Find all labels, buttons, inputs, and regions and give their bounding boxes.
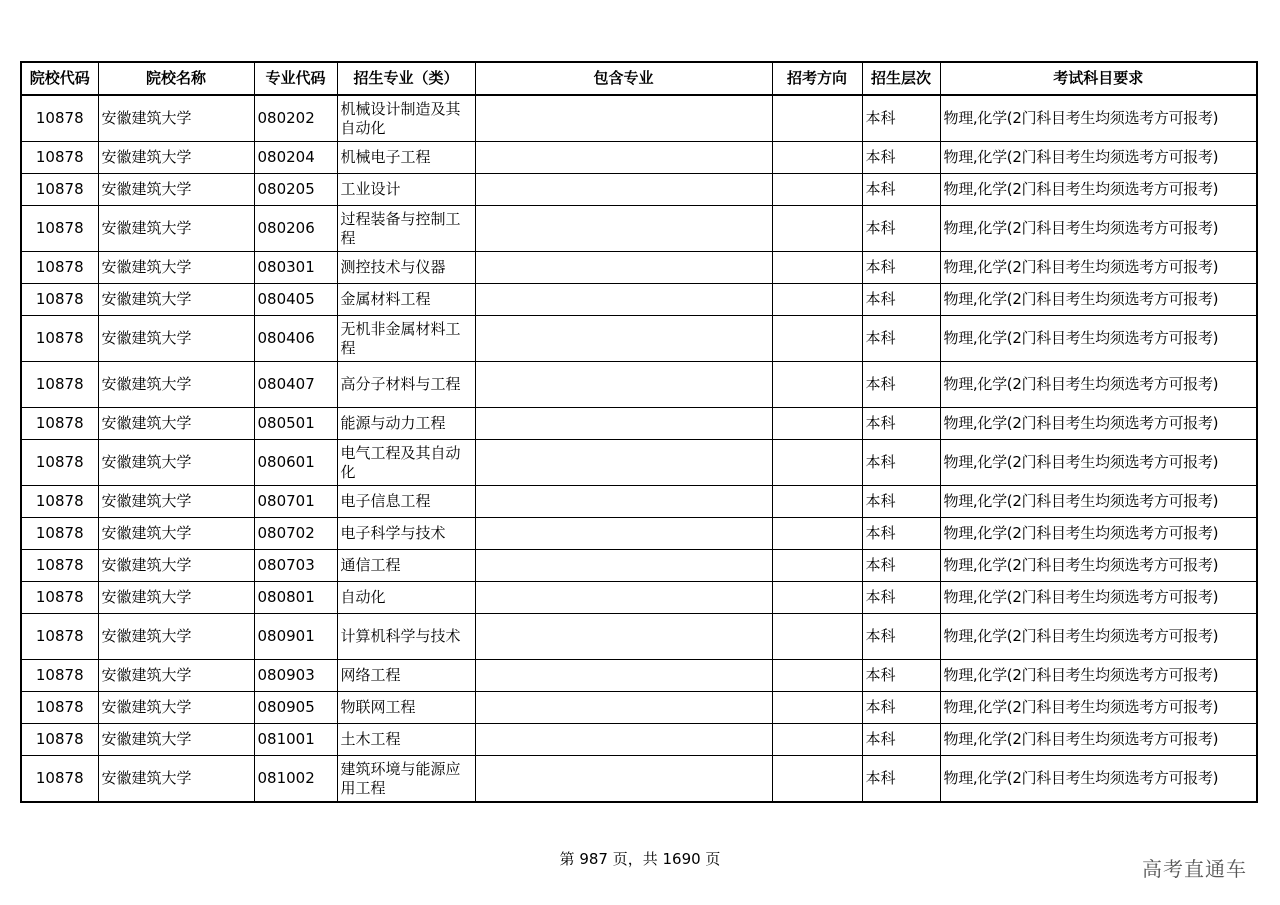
cell-major-code: 081002	[254, 756, 337, 803]
cell-direction	[772, 518, 862, 550]
cell-requirement: 物理,化学(2门科目考生均须选考方可报考)	[940, 550, 1257, 582]
cell-direction	[772, 252, 862, 284]
cell-major-code: 081001	[254, 724, 337, 756]
cell-school-code: 10878	[21, 142, 98, 174]
cell-major: 金属材料工程	[337, 284, 475, 316]
cell-included-majors	[475, 724, 772, 756]
cell-requirement: 物理,化学(2门科目考生均须选考方可报考)	[940, 284, 1257, 316]
cell-included-majors	[475, 95, 772, 142]
page-number: 第 987 页，共 1690 页	[559, 850, 721, 868]
cell-level: 本科	[862, 206, 940, 252]
table-row	[21, 95, 1257, 142]
table-body	[21, 95, 1257, 802]
cell-major-code: 080702	[254, 518, 337, 550]
header-level: 招生层次	[862, 62, 940, 95]
cell-school-name: 安徽建筑大学	[98, 724, 254, 756]
cell-direction	[772, 614, 862, 660]
cell-school-name: 安徽建筑大学	[98, 95, 254, 142]
table-row	[21, 252, 1257, 284]
cell-major-code: 080703	[254, 550, 337, 582]
cell-major-code: 080301	[254, 252, 337, 284]
cell-school-name: 安徽建筑大学	[98, 206, 254, 252]
table-row	[21, 692, 1257, 724]
cell-major: 电子信息工程	[337, 486, 475, 518]
cell-school-name: 安徽建筑大学	[98, 408, 254, 440]
cell-school-code: 10878	[21, 252, 98, 284]
cell-major-code: 080204	[254, 142, 337, 174]
cell-requirement: 物理,化学(2门科目考生均须选考方可报考)	[940, 486, 1257, 518]
cell-school-code: 10878	[21, 660, 98, 692]
cell-level: 本科	[862, 440, 940, 486]
cell-school-name: 安徽建筑大学	[98, 614, 254, 660]
cell-requirement: 物理,化学(2门科目考生均须选考方可报考)	[940, 582, 1257, 614]
cell-major: 测控技术与仪器	[337, 252, 475, 284]
cell-level: 本科	[862, 284, 940, 316]
cell-requirement: 物理,化学(2门科目考生均须选考方可报考)	[940, 756, 1257, 803]
cell-school-name: 安徽建筑大学	[98, 518, 254, 550]
cell-included-majors	[475, 582, 772, 614]
cell-major-code: 080405	[254, 284, 337, 316]
cell-requirement: 物理,化学(2门科目考生均须选考方可报考)	[940, 692, 1257, 724]
cell-school-name: 安徽建筑大学	[98, 660, 254, 692]
cell-level: 本科	[862, 362, 940, 408]
cell-requirement: 物理,化学(2门科目考生均须选考方可报考)	[940, 316, 1257, 362]
cell-major: 建筑环境与能源应用工程	[337, 756, 475, 803]
cell-direction	[772, 486, 862, 518]
cell-major-code: 080701	[254, 486, 337, 518]
cell-major: 网络工程	[337, 660, 475, 692]
cell-school-name: 安徽建筑大学	[98, 582, 254, 614]
cell-school-code: 10878	[21, 518, 98, 550]
table-row	[21, 408, 1257, 440]
cell-direction	[772, 660, 862, 692]
cell-school-name: 安徽建筑大学	[98, 252, 254, 284]
table-row	[21, 316, 1257, 362]
cell-major: 计算机科学与技术	[337, 614, 475, 660]
table-row	[21, 724, 1257, 756]
cell-school-code: 10878	[21, 174, 98, 206]
table-row	[21, 756, 1257, 803]
cell-major: 土木工程	[337, 724, 475, 756]
cell-included-majors	[475, 362, 772, 408]
cell-major: 机械设计制造及其自动化	[337, 95, 475, 142]
cell-included-majors	[475, 614, 772, 660]
cell-school-code: 10878	[21, 614, 98, 660]
header-school-name: 院校名称	[98, 62, 254, 95]
cell-major-code: 080601	[254, 440, 337, 486]
cell-school-name: 安徽建筑大学	[98, 440, 254, 486]
cell-school-code: 10878	[21, 95, 98, 142]
cell-school-code: 10878	[21, 408, 98, 440]
cell-major-code: 080202	[254, 95, 337, 142]
cell-direction	[772, 724, 862, 756]
admissions-table	[20, 61, 1258, 803]
table-row	[21, 486, 1257, 518]
cell-level: 本科	[862, 614, 940, 660]
cell-school-name: 安徽建筑大学	[98, 486, 254, 518]
cell-included-majors	[475, 550, 772, 582]
cell-major: 自动化	[337, 582, 475, 614]
cell-included-majors	[475, 284, 772, 316]
cell-major: 工业设计	[337, 174, 475, 206]
cell-school-code: 10878	[21, 284, 98, 316]
watermark-text: 高考直通车	[1142, 857, 1247, 881]
cell-school-name: 安徽建筑大学	[98, 756, 254, 803]
cell-major-code: 080406	[254, 316, 337, 362]
cell-school-name: 安徽建筑大学	[98, 692, 254, 724]
header-requirement: 考试科目要求	[940, 62, 1257, 95]
header-direction: 招考方向	[772, 62, 862, 95]
cell-major-code: 080801	[254, 582, 337, 614]
cell-school-name: 安徽建筑大学	[98, 316, 254, 362]
cell-direction	[772, 95, 862, 142]
cell-included-majors	[475, 142, 772, 174]
cell-school-code: 10878	[21, 756, 98, 803]
cell-level: 本科	[862, 692, 940, 724]
cell-requirement: 物理,化学(2门科目考生均须选考方可报考)	[940, 614, 1257, 660]
cell-level: 本科	[862, 95, 940, 142]
cell-included-majors	[475, 756, 772, 803]
cell-included-majors	[475, 408, 772, 440]
header-major-code: 专业代码	[254, 62, 337, 95]
header-school-code: 院校代码	[21, 62, 98, 95]
cell-requirement: 物理,化学(2门科目考生均须选考方可报考)	[940, 206, 1257, 252]
cell-level: 本科	[862, 660, 940, 692]
cell-major-code: 080205	[254, 174, 337, 206]
cell-level: 本科	[862, 756, 940, 803]
cell-direction	[772, 174, 862, 206]
cell-direction	[772, 550, 862, 582]
cell-level: 本科	[862, 518, 940, 550]
cell-requirement: 物理,化学(2门科目考生均须选考方可报考)	[940, 95, 1257, 142]
cell-level: 本科	[862, 724, 940, 756]
cell-major-code: 080407	[254, 362, 337, 408]
cell-requirement: 物理,化学(2门科目考生均须选考方可报考)	[940, 174, 1257, 206]
cell-major-code: 080901	[254, 614, 337, 660]
cell-major: 无机非金属材料工程	[337, 316, 475, 362]
cell-major-code: 080501	[254, 408, 337, 440]
cell-major-code: 080905	[254, 692, 337, 724]
table-header-row	[21, 62, 1257, 95]
cell-major: 能源与动力工程	[337, 408, 475, 440]
cell-direction	[772, 284, 862, 316]
cell-major: 通信工程	[337, 550, 475, 582]
cell-included-majors	[475, 316, 772, 362]
cell-level: 本科	[862, 408, 940, 440]
table-row	[21, 614, 1257, 660]
cell-level: 本科	[862, 142, 940, 174]
cell-major: 机械电子工程	[337, 142, 475, 174]
cell-school-code: 10878	[21, 440, 98, 486]
cell-major-code: 080206	[254, 206, 337, 252]
cell-major: 电气工程及其自动化	[337, 440, 475, 486]
cell-included-majors	[475, 174, 772, 206]
header-major: 招生专业（类）	[337, 62, 475, 95]
cell-level: 本科	[862, 252, 940, 284]
cell-requirement: 物理,化学(2门科目考生均须选考方可报考)	[940, 408, 1257, 440]
cell-school-name: 安徽建筑大学	[98, 550, 254, 582]
table-row	[21, 284, 1257, 316]
header-included-majors: 包含专业	[475, 62, 772, 95]
cell-direction	[772, 206, 862, 252]
cell-direction	[772, 408, 862, 440]
cell-major: 电子科学与技术	[337, 518, 475, 550]
cell-requirement: 物理,化学(2门科目考生均须选考方可报考)	[940, 252, 1257, 284]
cell-school-name: 安徽建筑大学	[98, 362, 254, 408]
cell-direction	[772, 362, 862, 408]
cell-school-code: 10878	[21, 550, 98, 582]
cell-included-majors	[475, 692, 772, 724]
cell-requirement: 物理,化学(2门科目考生均须选考方可报考)	[940, 142, 1257, 174]
cell-school-code: 10878	[21, 724, 98, 756]
cell-level: 本科	[862, 316, 940, 362]
cell-level: 本科	[862, 486, 940, 518]
table-row	[21, 174, 1257, 206]
cell-direction	[772, 692, 862, 724]
cell-included-majors	[475, 518, 772, 550]
cell-major: 物联网工程	[337, 692, 475, 724]
cell-direction	[772, 142, 862, 174]
cell-included-majors	[475, 486, 772, 518]
cell-major: 高分子材料与工程	[337, 362, 475, 408]
cell-direction	[772, 440, 862, 486]
cell-school-name: 安徽建筑大学	[98, 142, 254, 174]
cell-school-code: 10878	[21, 582, 98, 614]
cell-level: 本科	[862, 550, 940, 582]
cell-major: 过程装备与控制工程	[337, 206, 475, 252]
cell-requirement: 物理,化学(2门科目考生均须选考方可报考)	[940, 724, 1257, 756]
cell-requirement: 物理,化学(2门科目考生均须选考方可报考)	[940, 660, 1257, 692]
table-row	[21, 440, 1257, 486]
table-row	[21, 518, 1257, 550]
cell-school-code: 10878	[21, 316, 98, 362]
cell-direction	[772, 582, 862, 614]
cell-school-name: 安徽建筑大学	[98, 174, 254, 206]
table-row	[21, 582, 1257, 614]
cell-school-code: 10878	[21, 486, 98, 518]
table-row	[21, 362, 1257, 408]
cell-major-code: 080903	[254, 660, 337, 692]
cell-school-name: 安徽建筑大学	[98, 284, 254, 316]
cell-level: 本科	[862, 582, 940, 614]
cell-requirement: 物理,化学(2门科目考生均须选考方可报考)	[940, 518, 1257, 550]
cell-included-majors	[475, 660, 772, 692]
cell-included-majors	[475, 206, 772, 252]
cell-requirement: 物理,化学(2门科目考生均须选考方可报考)	[940, 440, 1257, 486]
table-row	[21, 660, 1257, 692]
cell-school-code: 10878	[21, 692, 98, 724]
cell-included-majors	[475, 440, 772, 486]
table-row	[21, 550, 1257, 582]
table-row	[21, 142, 1257, 174]
cell-direction	[772, 756, 862, 803]
cell-level: 本科	[862, 174, 940, 206]
cell-direction	[772, 316, 862, 362]
cell-school-code: 10878	[21, 362, 98, 408]
cell-school-code: 10878	[21, 206, 98, 252]
table-row	[21, 206, 1257, 252]
cell-requirement: 物理,化学(2门科目考生均须选考方可报考)	[940, 362, 1257, 408]
cell-included-majors	[475, 252, 772, 284]
